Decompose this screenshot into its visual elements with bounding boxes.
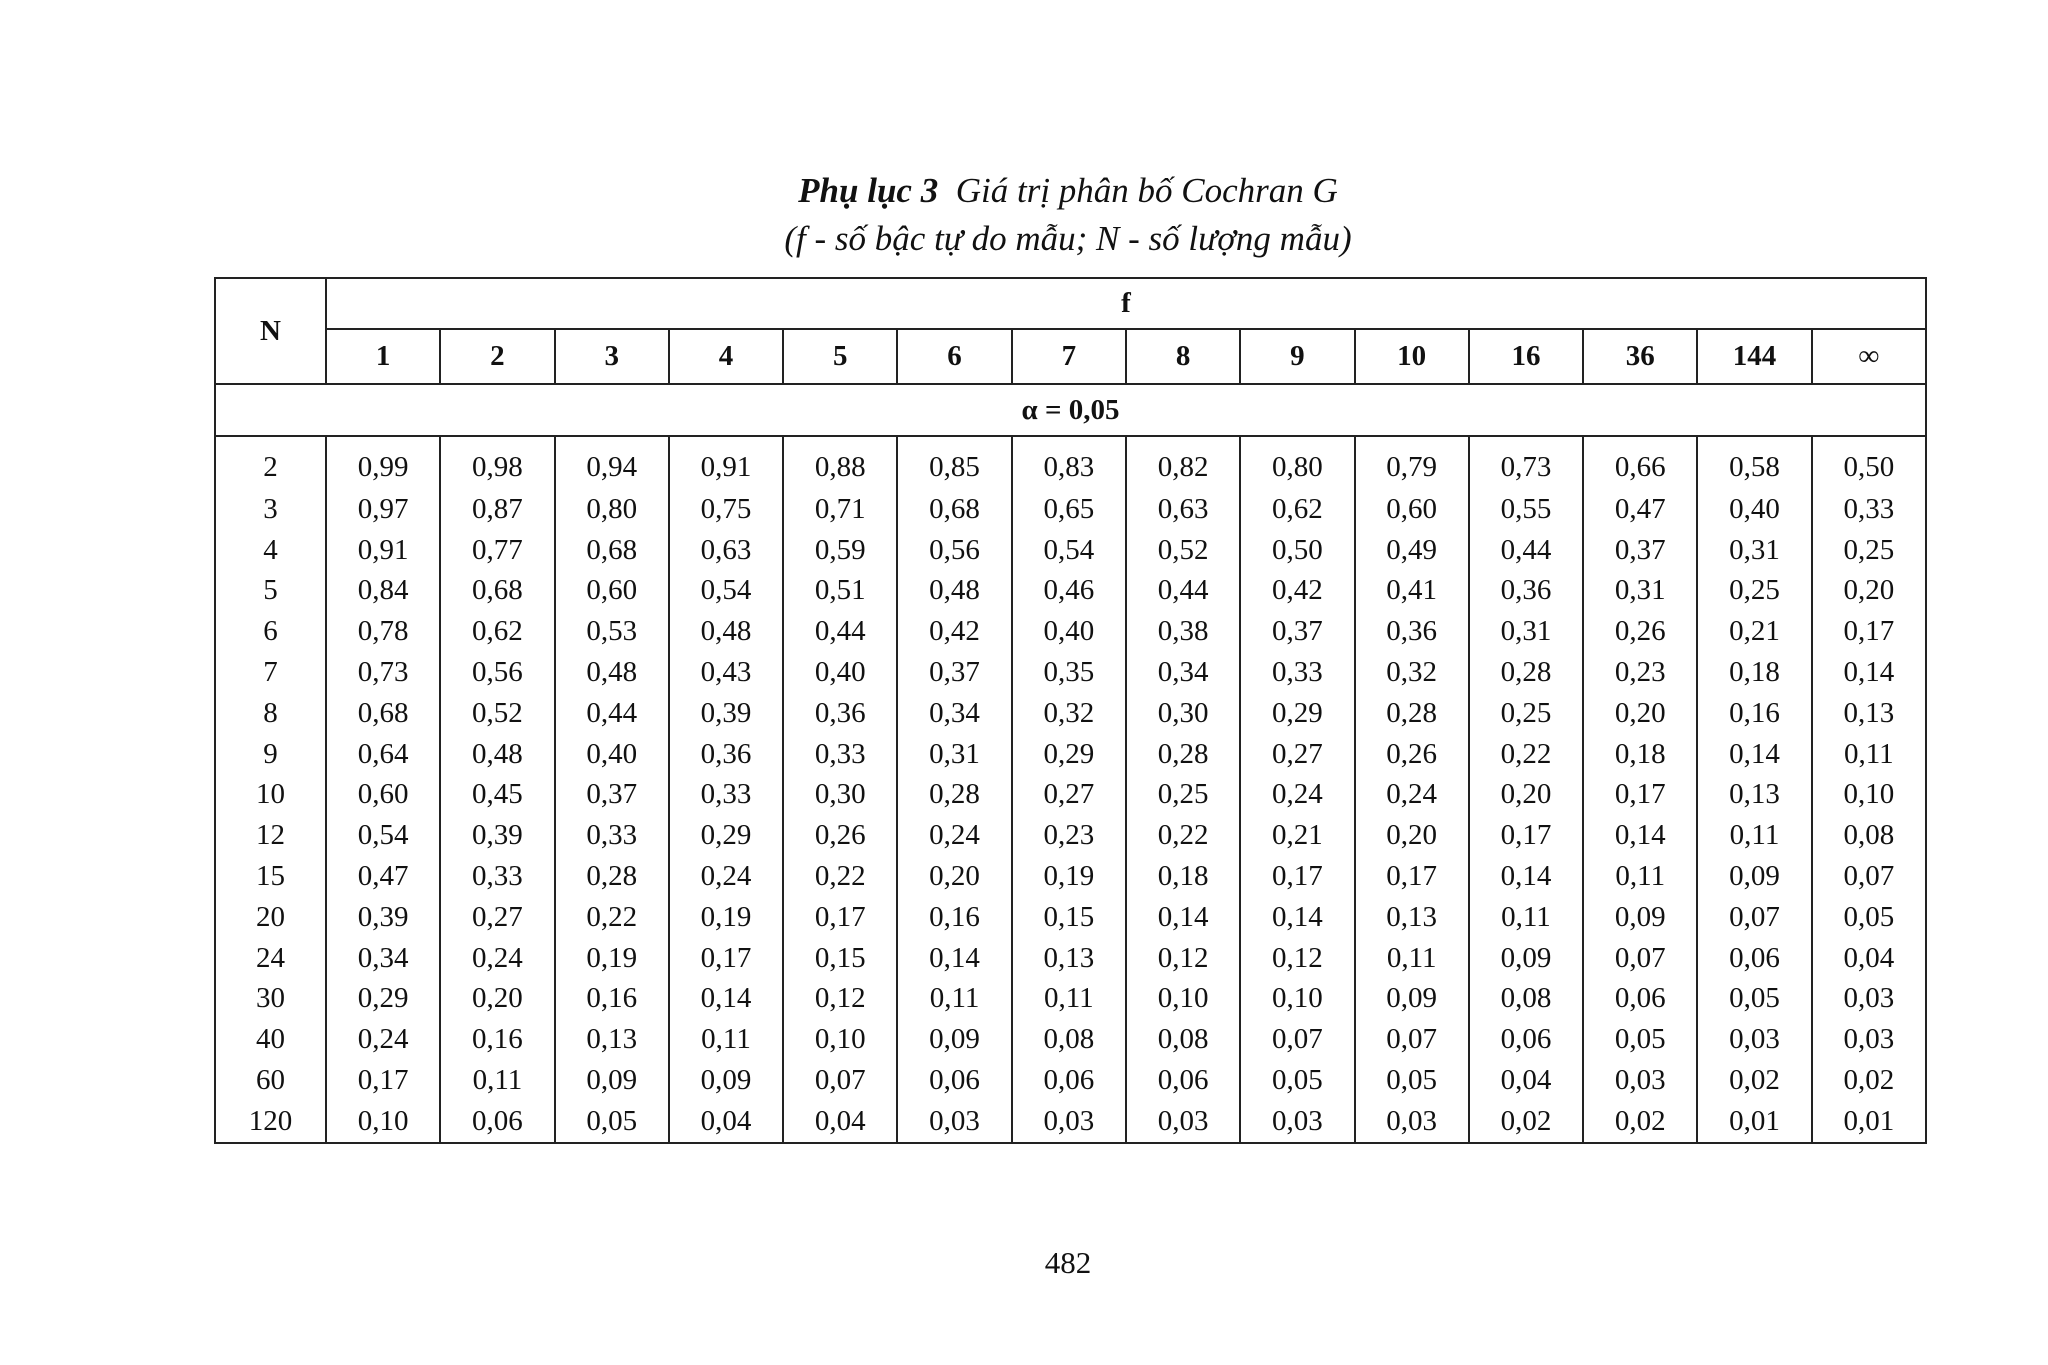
table-cell: 0,05 <box>1240 1060 1354 1101</box>
page-number: 482 <box>1044 1245 1092 1280</box>
table-cell: 0,20 <box>1812 571 1926 612</box>
table-cell: 0,30 <box>1126 693 1240 734</box>
table-cell: 0,40 <box>783 652 897 693</box>
table-cell: 0,28 <box>555 856 669 897</box>
table-row <box>215 652 1926 693</box>
table-cell: 0,37 <box>1583 530 1697 571</box>
table-cell: 0,26 <box>1355 734 1469 775</box>
table-cell: 0,40 <box>1697 489 1811 530</box>
table-cell: 0,10 <box>1126 979 1240 1020</box>
table-cell: 0,11 <box>669 1019 783 1060</box>
table-cell: 0,20 <box>897 856 1011 897</box>
table-cell: 0,14 <box>1697 734 1811 775</box>
table-cell: 0,91 <box>669 436 783 489</box>
table-cell: 0,03 <box>1583 1060 1697 1101</box>
table-cell: 0,77 <box>440 530 554 571</box>
table-cell: 0,04 <box>669 1101 783 1143</box>
table-cell: 0,06 <box>440 1101 554 1143</box>
table-cell: 0,32 <box>1012 693 1126 734</box>
table-row <box>215 436 1926 489</box>
table-cell: 0,35 <box>1012 652 1126 693</box>
table-cell: 0,41 <box>1355 571 1469 612</box>
table-cell: 0,94 <box>555 436 669 489</box>
row-label-n: 4 <box>215 530 326 571</box>
table-cell: 0,37 <box>1240 611 1354 652</box>
table-cell: 0,24 <box>326 1019 440 1060</box>
row-label-n: 120 <box>215 1101 326 1143</box>
table-cell: 0,01 <box>1812 1101 1926 1143</box>
table-row <box>215 734 1926 775</box>
table-cell: 0,31 <box>1469 611 1583 652</box>
table-cell: 0,36 <box>1469 571 1583 612</box>
table-cell: 0,56 <box>440 652 554 693</box>
table-cell: 0,11 <box>897 979 1011 1020</box>
table-cell: 0,27 <box>1012 775 1126 816</box>
table-cell: 0,06 <box>1012 1060 1126 1101</box>
table-cell: 0,19 <box>1012 856 1126 897</box>
table-cell: 0,43 <box>669 652 783 693</box>
table-row <box>215 897 1926 938</box>
column-group-header-f: f <box>326 278 1926 329</box>
table-cell: 0,54 <box>669 571 783 612</box>
table-cell: 0,03 <box>1812 979 1926 1020</box>
table-cell: 0,06 <box>897 1060 1011 1101</box>
table-cell: 0,14 <box>1240 897 1354 938</box>
table-cell: 0,10 <box>1812 775 1926 816</box>
column-header: 7 <box>1012 329 1126 384</box>
table-row <box>215 530 1926 571</box>
table-cell: 0,04 <box>1812 938 1926 979</box>
table-cell: 0,10 <box>1240 979 1354 1020</box>
column-header: 1 <box>326 329 440 384</box>
table-cell: 0,78 <box>326 611 440 652</box>
table-row <box>215 1101 1926 1143</box>
table-cell: 0,97 <box>326 489 440 530</box>
table-cell: 0,03 <box>1355 1101 1469 1143</box>
table-cell: 0,37 <box>897 652 1011 693</box>
column-header: 36 <box>1583 329 1697 384</box>
table-cell: 0,16 <box>1697 693 1811 734</box>
table-cell: 0,52 <box>440 693 554 734</box>
table-cell: 0,17 <box>783 897 897 938</box>
table-cell: 0,17 <box>1240 856 1354 897</box>
table-cell: 0,17 <box>1355 856 1469 897</box>
table-cell: 0,53 <box>555 611 669 652</box>
table-cell: 0,30 <box>783 775 897 816</box>
table-cell: 0,73 <box>326 652 440 693</box>
table-row <box>215 979 1926 1020</box>
table-cell: 0,13 <box>1697 775 1811 816</box>
table-cell: 0,20 <box>1583 693 1697 734</box>
table-cell: 0,09 <box>1469 938 1583 979</box>
table-cell: 0,07 <box>1240 1019 1354 1060</box>
table-cell: 0,23 <box>1583 652 1697 693</box>
table-row <box>215 815 1926 856</box>
table-cell: 0,14 <box>1812 652 1926 693</box>
table-cell: 0,12 <box>1240 938 1354 979</box>
table-cell: 0,25 <box>1812 530 1926 571</box>
table-cell: 0,09 <box>1583 897 1697 938</box>
table-cell: 0,04 <box>783 1101 897 1143</box>
table-cell: 0,11 <box>1812 734 1926 775</box>
table-cell: 0,82 <box>1126 436 1240 489</box>
table-cell: 0,06 <box>1469 1019 1583 1060</box>
table-cell: 0,05 <box>1583 1019 1697 1060</box>
table-cell: 0,98 <box>440 436 554 489</box>
row-label-n: 40 <box>215 1019 326 1060</box>
column-header: 3 <box>555 329 669 384</box>
table-cell: 0,13 <box>1012 938 1126 979</box>
column-header: 16 <box>1469 329 1583 384</box>
table-cell: 0,20 <box>440 979 554 1020</box>
table-cell: 0,73 <box>1469 436 1583 489</box>
table-cell: 0,28 <box>1126 734 1240 775</box>
table-cell: 0,63 <box>1126 489 1240 530</box>
table-row <box>215 489 1926 530</box>
column-header: 5 <box>783 329 897 384</box>
table-row <box>215 1019 1926 1060</box>
table-cell: 0,07 <box>1583 938 1697 979</box>
table-cell: 0,11 <box>1697 815 1811 856</box>
row-label-n: 24 <box>215 938 326 979</box>
table-cell: 0,05 <box>1697 979 1811 1020</box>
table-cell: 0,17 <box>669 938 783 979</box>
table-cell: 0,07 <box>1697 897 1811 938</box>
table-cell: 0,52 <box>1126 530 1240 571</box>
table-cell: 0,28 <box>897 775 1011 816</box>
table-cell: 0,13 <box>1812 693 1926 734</box>
table-cell: 0,54 <box>1012 530 1126 571</box>
row-label-n: 2 <box>215 436 326 489</box>
table-cell: 0,55 <box>1469 489 1583 530</box>
table-row <box>215 611 1926 652</box>
table-cell: 0,45 <box>440 775 554 816</box>
table-cell: 0,03 <box>897 1101 1011 1143</box>
table-cell: 0,88 <box>783 436 897 489</box>
table-cell: 0,29 <box>326 979 440 1020</box>
table-cell: 0,44 <box>1469 530 1583 571</box>
table-cell: 0,18 <box>1583 734 1697 775</box>
table-cell: 0,04 <box>1469 1060 1583 1101</box>
table-cell: 0,28 <box>1469 652 1583 693</box>
table-cell: 0,22 <box>1126 815 1240 856</box>
table-cell: 0,36 <box>783 693 897 734</box>
table-cell: 0,15 <box>1012 897 1126 938</box>
row-header-n: N <box>215 278 326 384</box>
table-cell: 0,18 <box>1697 652 1811 693</box>
table-cell: 0,64 <box>326 734 440 775</box>
table-cell: 0,48 <box>897 571 1011 612</box>
table-cell: 0,66 <box>1583 436 1697 489</box>
column-header: 4 <box>669 329 783 384</box>
table-cell: 0,14 <box>669 979 783 1020</box>
table-cell: 0,68 <box>897 489 1011 530</box>
table-cell: 0,11 <box>440 1060 554 1101</box>
column-header: 2 <box>440 329 554 384</box>
table-cell: 0,01 <box>1697 1101 1811 1143</box>
table-cell: 0,59 <box>783 530 897 571</box>
row-label-n: 15 <box>215 856 326 897</box>
row-label-n: 5 <box>215 571 326 612</box>
table-row <box>215 856 1926 897</box>
table-cell: 0,23 <box>1012 815 1126 856</box>
table-cell: 0,07 <box>1355 1019 1469 1060</box>
appendix-title-text: Giá trị phân bố Cochran G <box>955 171 1338 210</box>
table-cell: 0,27 <box>1240 734 1354 775</box>
table-cell: 0,54 <box>326 815 440 856</box>
table-cell: 0,24 <box>1240 775 1354 816</box>
table-cell: 0,08 <box>1812 815 1926 856</box>
table-cell: 0,09 <box>897 1019 1011 1060</box>
table-cell: 0,33 <box>1240 652 1354 693</box>
table-cell: 0,50 <box>1812 436 1926 489</box>
table-cell: 0,08 <box>1126 1019 1240 1060</box>
table-cell: 0,17 <box>1583 775 1697 816</box>
table-cell: 0,05 <box>1812 897 1926 938</box>
table-cell: 0,06 <box>1697 938 1811 979</box>
table-cell: 0,33 <box>669 775 783 816</box>
table-cell: 0,58 <box>1697 436 1811 489</box>
table-cell: 0,17 <box>1812 611 1926 652</box>
table-cell: 0,19 <box>555 938 669 979</box>
table-cell: 0,31 <box>897 734 1011 775</box>
table-cell: 0,22 <box>1469 734 1583 775</box>
table-cell: 0,12 <box>1126 938 1240 979</box>
table-cell: 0,65 <box>1012 489 1126 530</box>
cochran-table <box>214 277 1927 1144</box>
table-cell: 0,27 <box>440 897 554 938</box>
table-row <box>215 1060 1926 1101</box>
title-line <box>0 168 2048 214</box>
table-cell: 0,29 <box>669 815 783 856</box>
table-cell: 0,11 <box>1355 938 1469 979</box>
appendix-subtitle: (f - số bậc tự do mẫu; N - số lượng mẫu) <box>784 219 1352 258</box>
table-cell: 0,47 <box>326 856 440 897</box>
table-cell: 0,24 <box>440 938 554 979</box>
table-cell: 0,05 <box>555 1101 669 1143</box>
table-cell: 0,26 <box>1583 611 1697 652</box>
table-cell: 0,75 <box>669 489 783 530</box>
row-label-n: 7 <box>215 652 326 693</box>
table-cell: 0,02 <box>1469 1101 1583 1143</box>
row-label-n: 3 <box>215 489 326 530</box>
alpha-row <box>215 384 1926 436</box>
column-header: 144 <box>1697 329 1811 384</box>
table-cell: 0,48 <box>669 611 783 652</box>
table-cell: 0,39 <box>669 693 783 734</box>
table-header-row-columns <box>215 329 1926 384</box>
table-cell: 0,68 <box>440 571 554 612</box>
table-cell: 0,50 <box>1240 530 1354 571</box>
table-cell: 0,91 <box>326 530 440 571</box>
table-cell: 0,26 <box>783 815 897 856</box>
table-cell: 0,83 <box>1012 436 1126 489</box>
table-cell: 0,47 <box>1583 489 1697 530</box>
table-cell: 0,33 <box>1812 489 1926 530</box>
table-cell: 0,02 <box>1812 1060 1926 1101</box>
table-cell: 0,39 <box>440 815 554 856</box>
table-cell: 0,68 <box>326 693 440 734</box>
table-cell: 0,17 <box>326 1060 440 1101</box>
table-cell: 0,60 <box>326 775 440 816</box>
table-cell: 0,25 <box>1126 775 1240 816</box>
table-cell: 0,40 <box>1012 611 1126 652</box>
table-cell: 0,42 <box>897 611 1011 652</box>
table-cell: 0,33 <box>440 856 554 897</box>
alpha-label: α = 0,05 <box>215 384 1926 436</box>
table-row <box>215 938 1926 979</box>
table-cell: 0,46 <box>1012 571 1126 612</box>
table-cell: 0,03 <box>1012 1101 1126 1143</box>
row-label-n: 8 <box>215 693 326 734</box>
table-cell: 0,48 <box>555 652 669 693</box>
table-cell: 0,09 <box>555 1060 669 1101</box>
table-header-row-group <box>215 278 1926 329</box>
column-header: 10 <box>1355 329 1469 384</box>
table-cell: 0,05 <box>1355 1060 1469 1101</box>
table-cell: 0,33 <box>555 815 669 856</box>
table-cell: 0,16 <box>897 897 1011 938</box>
table-cell: 0,22 <box>783 856 897 897</box>
appendix-title <box>0 168 2048 264</box>
table-cell: 0,13 <box>1355 897 1469 938</box>
row-label-n: 6 <box>215 611 326 652</box>
row-label-n: 12 <box>215 815 326 856</box>
table-cell: 0,09 <box>1355 979 1469 1020</box>
table-cell: 0,11 <box>1012 979 1126 1020</box>
table-cell: 0,84 <box>326 571 440 612</box>
table-cell: 0,08 <box>1012 1019 1126 1060</box>
table-cell: 0,24 <box>1355 775 1469 816</box>
table-cell: 0,21 <box>1240 815 1354 856</box>
row-label-n: 30 <box>215 979 326 1020</box>
table-cell: 0,20 <box>1355 815 1469 856</box>
table-cell: 0,87 <box>440 489 554 530</box>
table-cell: 0,14 <box>897 938 1011 979</box>
column-header: ∞ <box>1812 329 1926 384</box>
table-cell: 0,15 <box>783 938 897 979</box>
table-cell: 0,14 <box>1583 815 1697 856</box>
table-cell: 0,08 <box>1469 979 1583 1020</box>
table-cell: 0,07 <box>783 1060 897 1101</box>
table-cell: 0,02 <box>1583 1101 1697 1143</box>
table-cell: 0,60 <box>555 571 669 612</box>
table-cell: 0,29 <box>1240 693 1354 734</box>
table-cell: 0,32 <box>1355 652 1469 693</box>
table-cell: 0,25 <box>1697 571 1811 612</box>
table-cell: 0,99 <box>326 436 440 489</box>
table-cell: 0,60 <box>1355 489 1469 530</box>
table-cell: 0,25 <box>1469 693 1583 734</box>
table-cell: 0,38 <box>1126 611 1240 652</box>
table-cell: 0,03 <box>1240 1101 1354 1143</box>
row-label-n: 10 <box>215 775 326 816</box>
row-label-n: 9 <box>215 734 326 775</box>
table-cell: 0,24 <box>897 815 1011 856</box>
table-cell: 0,10 <box>783 1019 897 1060</box>
column-header: 8 <box>1126 329 1240 384</box>
table-cell: 0,48 <box>440 734 554 775</box>
table-cell: 0,03 <box>1812 1019 1926 1060</box>
table-cell: 0,21 <box>1697 611 1811 652</box>
table-cell: 0,68 <box>555 530 669 571</box>
column-header: 9 <box>1240 329 1354 384</box>
table-cell: 0,17 <box>1469 815 1583 856</box>
table-cell: 0,09 <box>669 1060 783 1101</box>
table-cell: 0,49 <box>1355 530 1469 571</box>
table-cell: 0,03 <box>1126 1101 1240 1143</box>
table-cell: 0,31 <box>1697 530 1811 571</box>
table-cell: 0,09 <box>1697 856 1811 897</box>
table-cell: 0,56 <box>897 530 1011 571</box>
table-cell: 0,44 <box>1126 571 1240 612</box>
table-cell: 0,16 <box>555 979 669 1020</box>
table-cell: 0,63 <box>669 530 783 571</box>
table-cell: 0,79 <box>1355 436 1469 489</box>
column-header: 6 <box>897 329 1011 384</box>
table-cell: 0,06 <box>1583 979 1697 1020</box>
table-cell: 0,14 <box>1126 897 1240 938</box>
table-cell: 0,34 <box>326 938 440 979</box>
table-row <box>215 571 1926 612</box>
table-cell: 0,12 <box>783 979 897 1020</box>
table-cell: 0,13 <box>555 1019 669 1060</box>
table-cell: 0,22 <box>555 897 669 938</box>
table-cell: 0,11 <box>1469 897 1583 938</box>
table-cell: 0,36 <box>1355 611 1469 652</box>
table-cell: 0,16 <box>440 1019 554 1060</box>
row-label-n: 20 <box>215 897 326 938</box>
table-row <box>215 693 1926 734</box>
table-cell: 0,28 <box>1355 693 1469 734</box>
table-cell: 0,62 <box>1240 489 1354 530</box>
table-cell: 0,80 <box>1240 436 1354 489</box>
table-cell: 0,06 <box>1126 1060 1240 1101</box>
table-cell: 0,37 <box>555 775 669 816</box>
table-cell: 0,33 <box>783 734 897 775</box>
table-cell: 0,03 <box>1697 1019 1811 1060</box>
table-cell: 0,14 <box>1469 856 1583 897</box>
table-cell: 0,10 <box>326 1101 440 1143</box>
table-cell: 0,44 <box>783 611 897 652</box>
table-cell: 0,39 <box>326 897 440 938</box>
table-cell: 0,85 <box>897 436 1011 489</box>
table-cell: 0,51 <box>783 571 897 612</box>
table-cell: 0,18 <box>1126 856 1240 897</box>
table-cell: 0,24 <box>669 856 783 897</box>
table-cell: 0,42 <box>1240 571 1354 612</box>
table-cell: 0,40 <box>555 734 669 775</box>
table-cell: 0,20 <box>1469 775 1583 816</box>
appendix-label: Phụ lục 3 <box>798 171 939 210</box>
table-cell: 0,19 <box>669 897 783 938</box>
table-cell: 0,11 <box>1583 856 1697 897</box>
table-cell: 0,62 <box>440 611 554 652</box>
table-cell: 0,29 <box>1012 734 1126 775</box>
table-cell: 0,44 <box>555 693 669 734</box>
table-cell: 0,36 <box>669 734 783 775</box>
table-cell: 0,31 <box>1583 571 1697 612</box>
table-cell: 0,34 <box>897 693 1011 734</box>
table-row <box>215 775 1926 816</box>
table-cell: 0,71 <box>783 489 897 530</box>
row-label-n: 60 <box>215 1060 326 1101</box>
table-cell: 0,02 <box>1697 1060 1811 1101</box>
table-cell: 0,34 <box>1126 652 1240 693</box>
table-cell: 0,80 <box>555 489 669 530</box>
table-cell: 0,07 <box>1812 856 1926 897</box>
